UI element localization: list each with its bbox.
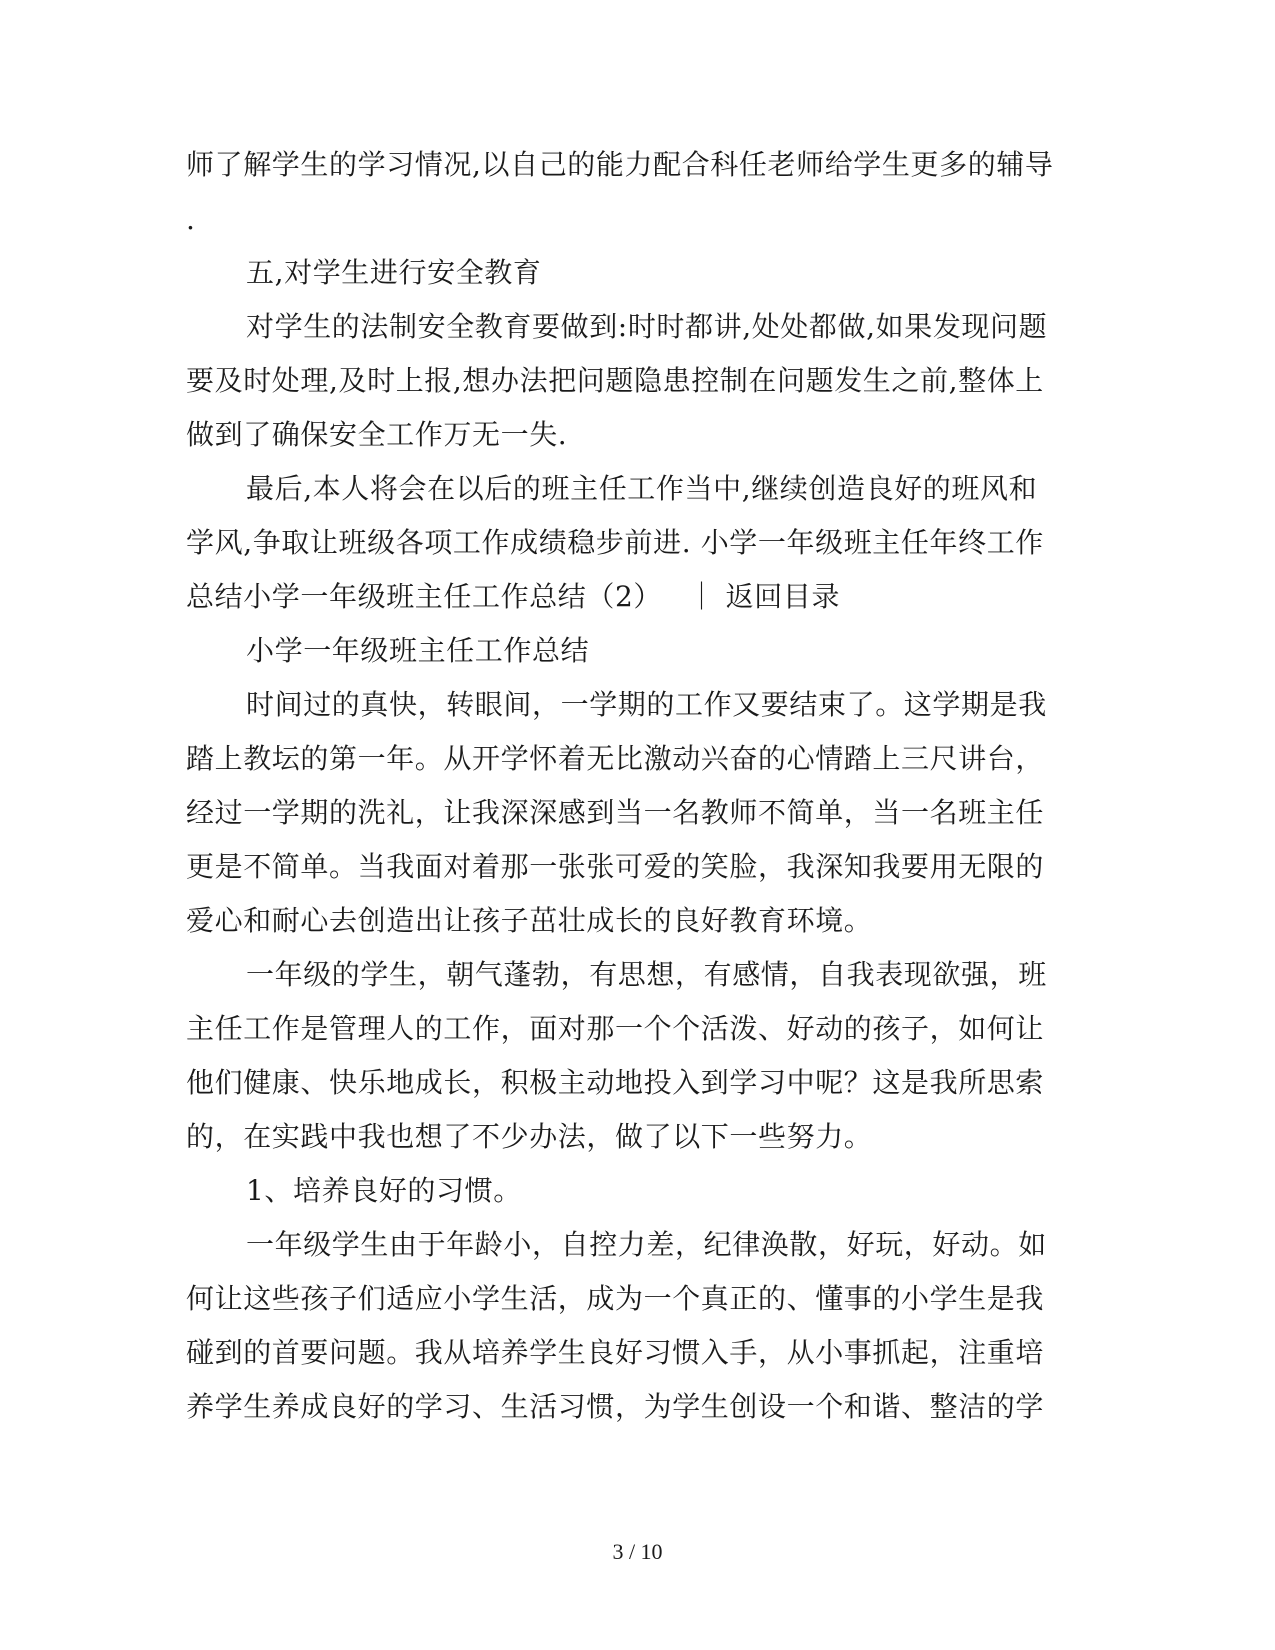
body-text-line: 养学生养成良好的学习、生活习惯，为学生创设一个和谐、整洁的学 xyxy=(186,1390,1045,1423)
section-title-text: 总结小学一年级班主任工作总结（2） xyxy=(186,580,663,613)
body-text-line: 对学生的法制安全教育要做到:时时都讲,处处都做,如果发现问题 xyxy=(246,310,1048,343)
page-number: 3 / 10 xyxy=(612,1539,663,1564)
section-heading: 五,对学生进行安全教育 xyxy=(246,256,542,289)
body-text-line: 主任工作是管理人的工作，面对那一个个活泼、好动的孩子，如何让 xyxy=(186,1012,1045,1045)
body-text-line: 学风,争取让班级各项工作成绩稳步前进. 小学一年级班主任年终工作 xyxy=(186,526,1044,559)
body-text-line: 更是不简单。当我面对着那一张张可爱的笑脸，我深知我要用无限的 xyxy=(186,850,1045,883)
body-text-line: 时间过的真快，转眼间，一学期的工作又要结束了。这学期是我 xyxy=(246,688,1047,721)
body-text-line: 最后,本人将会在以后的班主任工作当中,继续创造良好的班风和 xyxy=(246,472,1038,505)
body-text-line: 的，在实践中我也想了不少办法，做了以下一些努力。 xyxy=(186,1120,873,1153)
body-text-line: 爱心和耐心去创造出让孩子茁壮成长的良好教育环境。 xyxy=(186,904,873,937)
back-to-contents-link[interactable]: ｜ 返回目录 xyxy=(687,580,841,613)
section-heading: 1、培养良好的习惯。 xyxy=(246,1174,522,1207)
body-text-line: 做到了确保安全工作万无一失. xyxy=(186,418,568,451)
body-text-line: 经过一学期的洗礼，让我深深感到当一名教师不简单，当一名班主任 xyxy=(186,796,1045,829)
section-heading: 小学一年级班主任工作总结 xyxy=(246,634,590,667)
body-text-line: 他们健康、快乐地成长，积极主动地投入到学习中呢？这是我所思索 xyxy=(186,1066,1045,1099)
body-text-line: 一年级学生由于年龄小，自控力差，纪律涣散，好玩，好动。如 xyxy=(246,1228,1047,1261)
body-text-line: 师了解学生的学习情况,以自己的能力配合科任老师给学生更多的辅导 xyxy=(186,148,1054,181)
body-text-line: 踏上教坛的第一年。从开学怀着无比激动兴奋的心情踏上三尺讲台， xyxy=(186,742,1045,775)
body-text-line: 碰到的首要问题。我从培养学生良好习惯入手，从小事抓起，注重培 xyxy=(186,1336,1045,1369)
body-text-line: 要及时处理,及时上报,想办法把问题隐患控制在问题发生之前,整体上 xyxy=(186,364,1044,397)
body-text-line xyxy=(186,579,1086,615)
body-text-line: . xyxy=(186,203,196,236)
body-text-line: 一年级的学生，朝气蓬勃，有思想，有感情，自我表现欲强，班 xyxy=(246,958,1047,991)
body-text-line: 何让这些孩子们适应小学生活，成为一个真正的、懂事的小学生是我 xyxy=(186,1282,1045,1315)
